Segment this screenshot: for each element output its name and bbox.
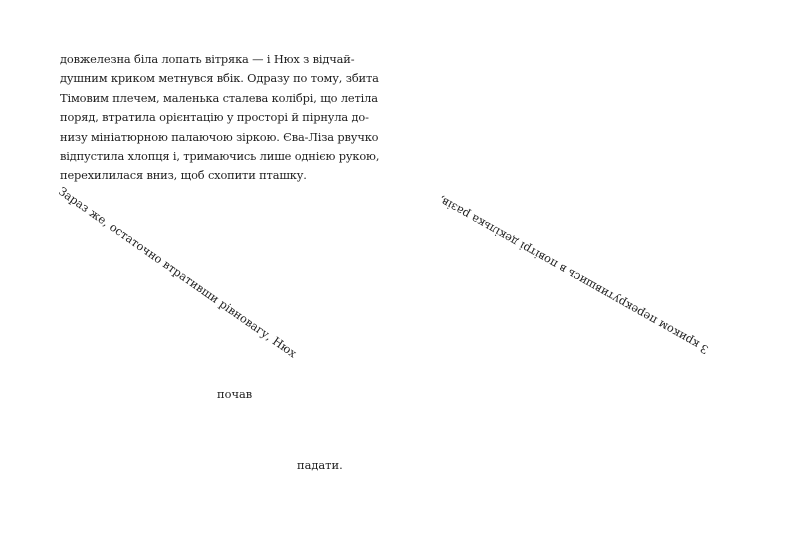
word-pochav: почав [217, 387, 253, 401]
falling-diagonal-text: Зараз же, остаточно втративши рівновагу, Нюх [55, 184, 300, 361]
spinning-diagonal-text: З криком перекрутившись в повітрі декілька разів, [435, 193, 711, 357]
paragraph-line: відпустила хлопця і, тримаючись лише однією рукою, [60, 149, 380, 164]
right-page [393, 0, 786, 536]
paragraph-line: низу мініатюрною палаючою зіркою. Єва-Ліза рвучко [60, 129, 379, 144]
paragraph-line: довжелезна біла лопать вітряка — і Нюх з відчай- [60, 52, 355, 66]
paragraph-line: поряд, втратила орієнтацію у просторі й пірнула до- [60, 110, 369, 125]
word-padaty: падати. [297, 458, 343, 472]
paragraph-line: Тімовим плечем, маленька сталева колібрі, що летіла [60, 90, 378, 105]
paragraph-line: перехилилася вниз, щоб схопити пташку. [60, 168, 307, 183]
body-paragraph [60, 50, 382, 186]
paragraph-line: душним криком метнувся вбік. Одразу по тому, збита [60, 71, 379, 86]
